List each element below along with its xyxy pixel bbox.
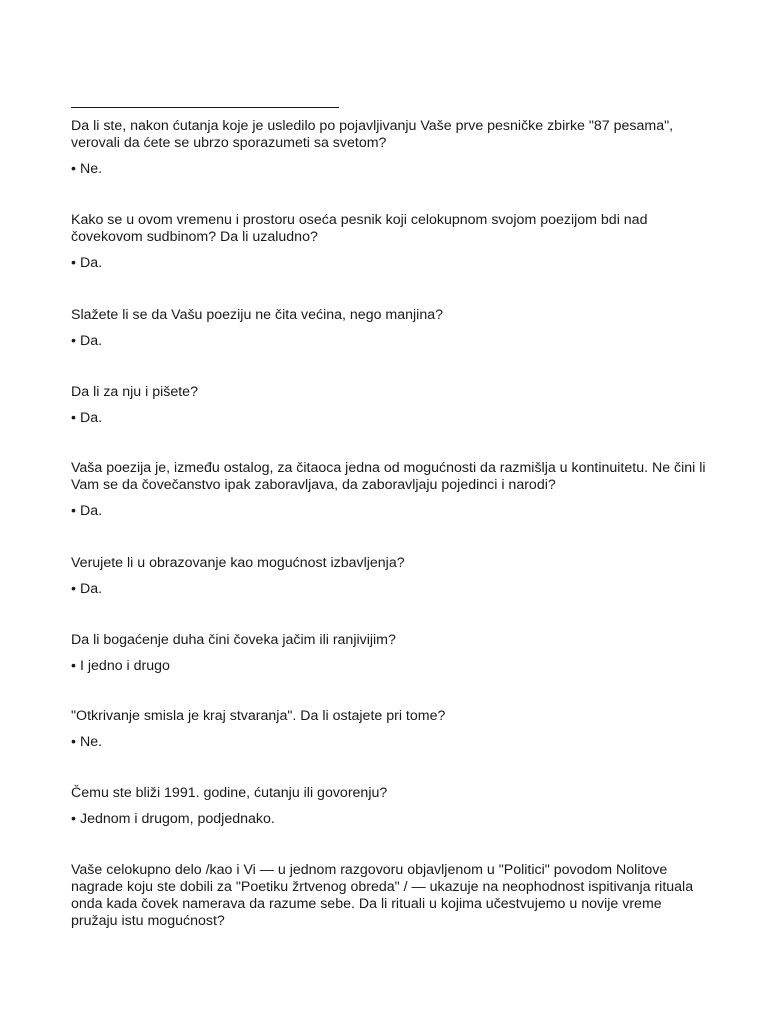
answer — [71, 410, 711, 427]
qa-item-6 — [71, 555, 711, 598]
answer-text: Da. — [80, 503, 103, 519]
qa-item-9 — [71, 785, 711, 828]
answer-text: Ne. — [80, 734, 103, 750]
bullet-icon: • — [71, 658, 76, 674]
qa-item-1 — [71, 118, 711, 178]
answer — [71, 255, 711, 272]
qa-item-7 — [71, 632, 711, 675]
question: Slažete li se da Vašu poeziju ne čita većina, nego manjina? — [71, 307, 443, 323]
answer-text: Da. — [80, 581, 103, 597]
bullet-icon: • — [71, 255, 76, 271]
answer-text: Da. — [80, 255, 103, 271]
question: Vaša poezija je, između ostalog, za čitaoca jedna od mogućnosti da razmišlja u kontinuitetu. Ne čini li Vam se da čovečanstvo ipak zaboravljava, da zaboravljaju pojedinci i narodi? — [71, 460, 706, 493]
bullet-icon: • — [71, 811, 76, 827]
bullet-icon: • — [71, 503, 76, 519]
bullet-icon: • — [71, 581, 76, 597]
answer — [71, 811, 711, 828]
qa-item-3 — [71, 307, 711, 350]
bullet-icon: • — [71, 333, 76, 349]
answer — [71, 734, 711, 751]
bullet-icon: • — [71, 410, 76, 426]
qa-item-4 — [71, 384, 711, 427]
qa-item-8 — [71, 708, 711, 751]
question: Čemu ste bliži 1991. godine, ćutanju ili govorenju? — [71, 785, 388, 801]
question: Kako se u ovom vremenu i prostoru oseća pesnik koji celokupnom svojom poezijom bdi nad čovekovom sudbinom? Da li uzaludno? — [71, 212, 648, 245]
answer-text: I jedno i drugo — [80, 658, 170, 674]
question: Da li bogaćenje duha čini čoveka jačim ili ranjivijim? — [71, 632, 396, 648]
qa-item-10 — [71, 862, 711, 930]
answer-text: Da. — [80, 410, 103, 426]
question: Da li ste, nakon ćutanja koje je usledilo po pojavljivanju Vaše prve pesničke zbirke "87 pesama", verovali da ćete se ubrzo sporazumeti sa svetom? — [71, 118, 674, 151]
answer — [71, 581, 711, 598]
question: Da li za nju i pišete? — [71, 384, 198, 400]
answer-text: Ne. — [80, 161, 103, 177]
answer-text: Jednom i drugom, podjednako. — [80, 811, 275, 827]
separator-line — [71, 107, 339, 108]
qa-item-5 — [71, 460, 711, 520]
document-page — [71, 0, 711, 1024]
bullet-icon: • — [71, 161, 76, 177]
question: Verujete li u obrazovanje kao mogućnost izbavljenja? — [71, 555, 405, 571]
answer — [71, 333, 711, 350]
qa-item-2 — [71, 212, 711, 272]
answer — [71, 658, 711, 675]
question: "Otkrivanje smisla je kraj stvaranja". Da li ostajete pri tome? — [71, 708, 446, 724]
answer — [71, 161, 711, 178]
bullet-icon: • — [71, 734, 76, 750]
answer — [71, 503, 711, 520]
answer-text: Da. — [80, 333, 103, 349]
question: Vaše celokupno delo /kao i Vi — u jednom razgovoru objavljenom u "Politici" povodom Nolitove nagrade koju ste dobili za "Poetiku žrtvenog obreda" / — ukazuje na neophodnost ispitivanja rituala onda kada čovek namerava da razume sebe. Da li rituali u kojima učestvujemo u novije vreme pružaju istu mogućnost? — [71, 862, 694, 929]
